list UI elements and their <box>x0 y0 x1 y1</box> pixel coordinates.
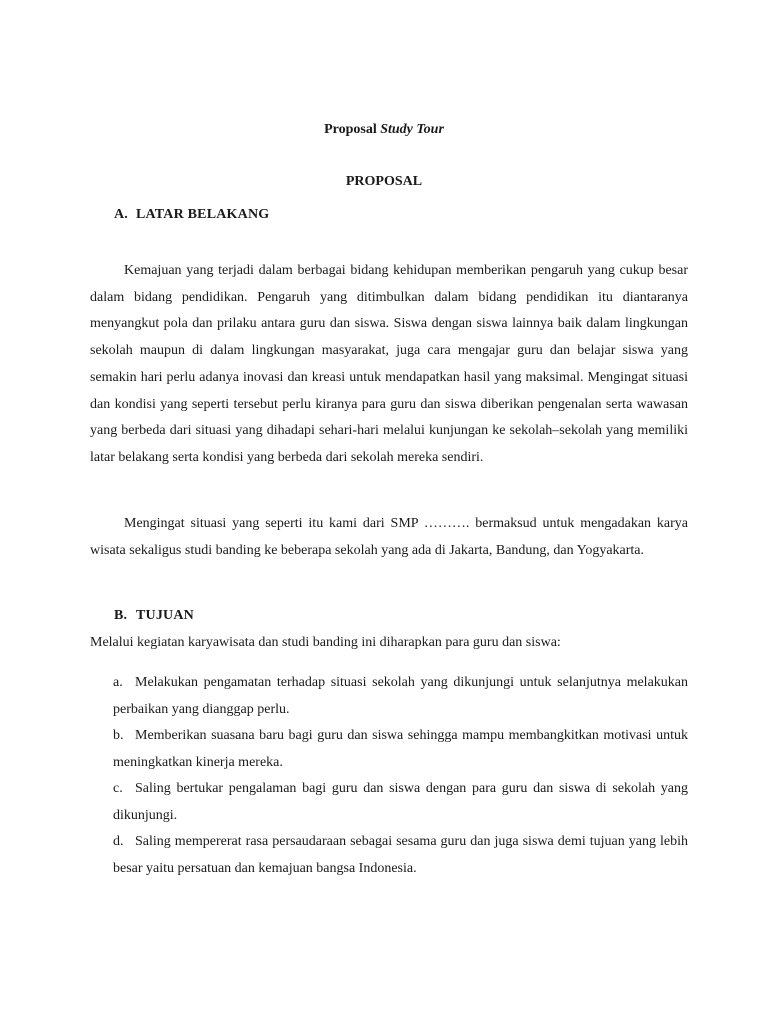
proposal-heading: PROPOSAL <box>345 174 423 189</box>
list-item <box>113 829 688 882</box>
section-b-heading <box>114 608 194 624</box>
background-paragraph-1: Kemajuan yang terjadi dalam berbagai bidang kehidupan memberikan pengaruh yang cukup besar dalam bidang pendidikan. Pengaruh yang ditimbulkan dalam bidang pendidikan itu diantaranya menyangkut pola dan prilaku antara guru dan siswa. Siswa dengan siswa lainnya baik dalam lingkungan sekolah maupun di dalam lingkungan masyarakat, juga cara mengajar guru dan belajar siswa yang semakin hari perlu adanya inovasi dan kreasi untuk mendapatkan hasil yang maksimal. Mengingat situasi dan kondisi yang seperti tersebut perlu kiranya para guru dan siswa diberikan pengenalan serta wawasan yang berbeda dari situasi yang dihadapi sehari-hari melalui kunjungan ke sekolah–sekolah yang memiliki latar belakang serta kondisi yang berbeda dari sekolah mereka sendiri. <box>90 263 688 465</box>
section-b-title: TUJUAN <box>136 608 194 623</box>
list-item-text: Saling mempererat rasa persaudaraan sebagai sesama guru dan juga siswa demi tujuan yang lebih besar yaitu persatuan dan kemajuan bangsa Indonesia. <box>113 834 688 876</box>
title-prefix: Proposal <box>324 122 377 137</box>
list-item-text: Memberikan suasana baru bagi guru dan siswa sehingga mampu membangkitkan motivasi untuk meningkatkan kinerja mereka. <box>113 728 688 770</box>
section-a-heading <box>114 207 269 223</box>
list-item <box>113 670 688 723</box>
document-title <box>0 122 768 138</box>
list-marker: d. <box>113 834 124 849</box>
list-item-text: Melakukan pengamatan terhadap situasi sekolah yang dikunjungi untuk selanjutnya melakukan perbaikan yang dianggap perlu. <box>113 675 688 717</box>
background-paragraph-2: Mengingat situasi yang seperti itu kami dari SMP ………. bermaksud untuk mengadakan karya wisata sekaligus studi banding ke beberapa sekolah yang ada di Jakarta, Bandung, dan Yogyakarta. <box>90 516 688 558</box>
list-item-text: Saling bertukar pengalaman bagi guru dan siswa dengan para guru dan siswa di sekolah yang dikunjungi. <box>113 781 688 823</box>
section-a-number: A. <box>114 207 129 222</box>
list-item <box>113 723 688 776</box>
list-item <box>113 776 688 829</box>
goals-list <box>113 670 688 882</box>
title-italic: Study Tour <box>380 122 444 137</box>
list-marker: a. <box>113 675 123 690</box>
section-a-title: LATAR BELAKANG <box>136 207 270 222</box>
list-marker: b. <box>113 728 124 743</box>
list-marker: c. <box>113 781 123 796</box>
goals-lead: Melalui kegiatan karyawisata dan studi banding ini diharapkan para guru dan siswa: <box>90 635 561 650</box>
section-b-number: B. <box>114 608 128 623</box>
